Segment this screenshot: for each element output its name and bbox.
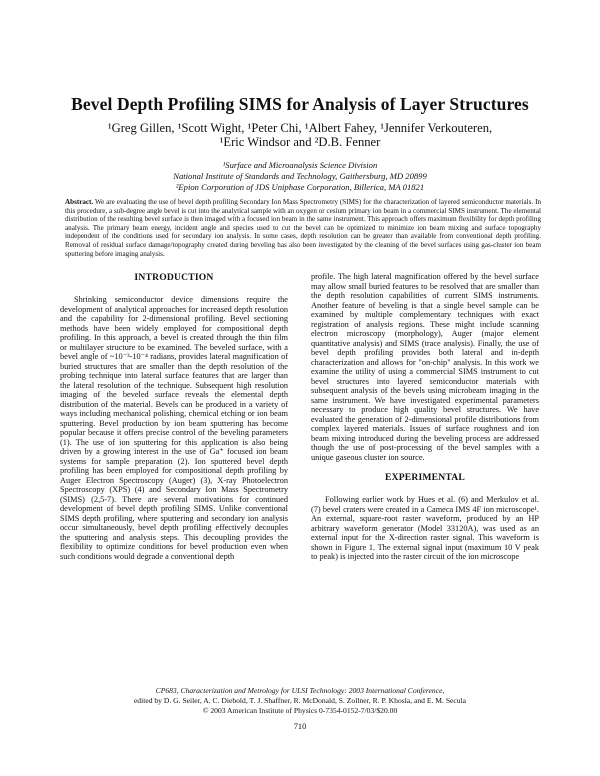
affiliation-line-2: National Institute of Standards and Technology, Gaithersburg, MD 20899 bbox=[173, 171, 427, 181]
introduction-heading: INTRODUCTION bbox=[134, 272, 214, 283]
left-column bbox=[60, 272, 288, 561]
paper-title: Bevel Depth Profiling SIMS for Analysis of Layer Structures bbox=[71, 94, 529, 114]
affiliation-line-3: ²Epion Corporation of JDS Uniphase Corporation, Billerica, MA 01821 bbox=[175, 182, 425, 192]
page-number: 710 bbox=[293, 722, 307, 731]
affiliations bbox=[60, 160, 540, 193]
experimental-paragraph: Following earlier work by Hues et al. (6) and Merkulov et al. (7) bevel craters were created in a Cameca IMS 4F ion microscope¹. An external, square-root raster waveform, produced by an HP arbitrary waveform generator (Model 33120A), was used as an external input for the X-direction raster signal. This waveform is shown in Figure 1. The external signal input (maximum 10 V peak to peak) is injected into the raster circuit of the ion microscope bbox=[311, 495, 539, 561]
affiliation-line-1: ¹Surface and Microanalysis Science Division bbox=[222, 160, 378, 170]
experimental-heading: EXPERIMENTAL bbox=[384, 472, 466, 483]
conference-footer bbox=[90, 686, 510, 716]
introduction-paragraph: Shrinking semiconductor device dimensions require the development of analytical approaches for increased depth resolution and the capability for 2-dimensional profiling. Bevel sectioning methods have been widely employed for compositional depth profiling. In this approach, a bevel is created through the thin film or multilayer structure to be examined. The beveled surface, with a bevel angle of ~10⁻³-10⁻⁴ radians, provides lateral magnification of buried structures that are smaller than the depth resolution of the probing technique into lateral surface features that are larger than the lateral resolution of the technique. Subsequent high resolution imaging of the beveled surface reveals the elemental depth distribution of the material. Bevels can be produced in a variety of ways including mechanical polishing, chemical etching or ion beam sputtering. Bevel production by ion beam sputtering has become popular because it offers precise control of the beveling parameters (1). The use of ion sputtering for this application is also being driven by a growing interest in the use of Ga⁺ focused ion beam systems for sample preparation (2). Ion sputtered bevel depth profiling has been employed for compositional depth profiling by Auger Electron Spectroscopy (Auger) (3), X-ray Photoelectron Spectroscopy (XPS) (4) and Secondary Ion Mass Spectrometry (SIMS) (2,5-7). There are several motivations for continued development of bevel depth profiling SIMS. Unlike conventional SIMS depth profiling, where sputtering and secondary ion analysis occur simultaneously, bevel depth profiling effectively decouples the sputtering and analysis steps. This decoupling provides the flexibility to optimize conditions for bevel production even when such conditions would degrade a conventional depth bbox=[60, 295, 288, 561]
abstract bbox=[65, 198, 541, 258]
right-column bbox=[311, 272, 539, 562]
footer-line-3: © 2003 American Institute of Physics 0-7354-0152-7/03/$20.00 bbox=[202, 706, 398, 715]
author-line-2: ¹Eric Windsor and ²D.B. Fenner bbox=[219, 135, 381, 149]
author-line-1: ¹Greg Gillen, ¹Scott Wight, ¹Peter Chi, ¹Albert Fahey, ¹Jennifer Verkouteren, bbox=[107, 121, 493, 135]
footer-line-2: edited by D. G. Seiler, A. C. Diebold, T. J. Shaffner, R. McDonald, S. Zollner, R. P. Khosla, and E. M. Secula bbox=[133, 696, 467, 705]
abstract-label: Abstract. bbox=[65, 198, 94, 206]
footer-line-1: CP683, Characterization and Metrology for ULSI Technology: 2003 International Conference, bbox=[155, 686, 445, 695]
author-list bbox=[60, 121, 540, 149]
abstract-text: We are evaluating the use of bevel depth profiling Secondary Ion Mass Spectrometry (SIMS) for the characterization of layered semiconductor materials. In this procedure, a sub-degree angle bevel is cut into the analytical sample with an oxygen or cesium primary ion beam in a commercial SIMS instrument. The elemental distribution of the resulting bevel surface is then imaged with a focused ion beam in the same instrument. This approach offers maximum flexibility for depth profiling analysis. The primary beam energy, incident angle and species used to cut the bevel can be optimized to minimize ion beam mixing and surface topography independent of the conditions used for secondary ion analysis. In some cases, depth resolution can be greater than available from conventional depth profiling. Removal of residual surface damage/topography created during beveling has also been investigated by the cleaning of the bevel surfaces using gas-cluster ion beam sputtering before imaging analysis. bbox=[65, 198, 541, 258]
introduction-continuation: profile. The high lateral magnification offered by the bevel surface may allow small buried features to be resolved that are smaller than the depth resolution capabilities of current SIMS instruments. Another feature of beveling is that a single bevel sample can be examined by multiple complementary techniques with exact registration of analysis regions. These might include scanning electron microscopy (morphology), Auger (major element quantitative analysis) and SIMS (trace analysis). Finally, the use of bevel depth profiling provides both lateral and in-depth characterization and allows for "on-chip" analysis. In this work we examine the utility of using a commercial SIMS instrument to cut bevel structures into layered semiconductor materials with subsequent analysis of the bevels using microbeam imaging in the same instrument. We have investigated experimental parameters necessary to produce high quality bevel structures. We have evaluated the generation of 2-dimensional profile distributions from complex layered materials. Issues of surface roughness and ion beam mixing introduced during the beveling process are addressed though the use of post-processing of the bevel samples with a unique gaseous cluster ion source. bbox=[311, 272, 539, 462]
